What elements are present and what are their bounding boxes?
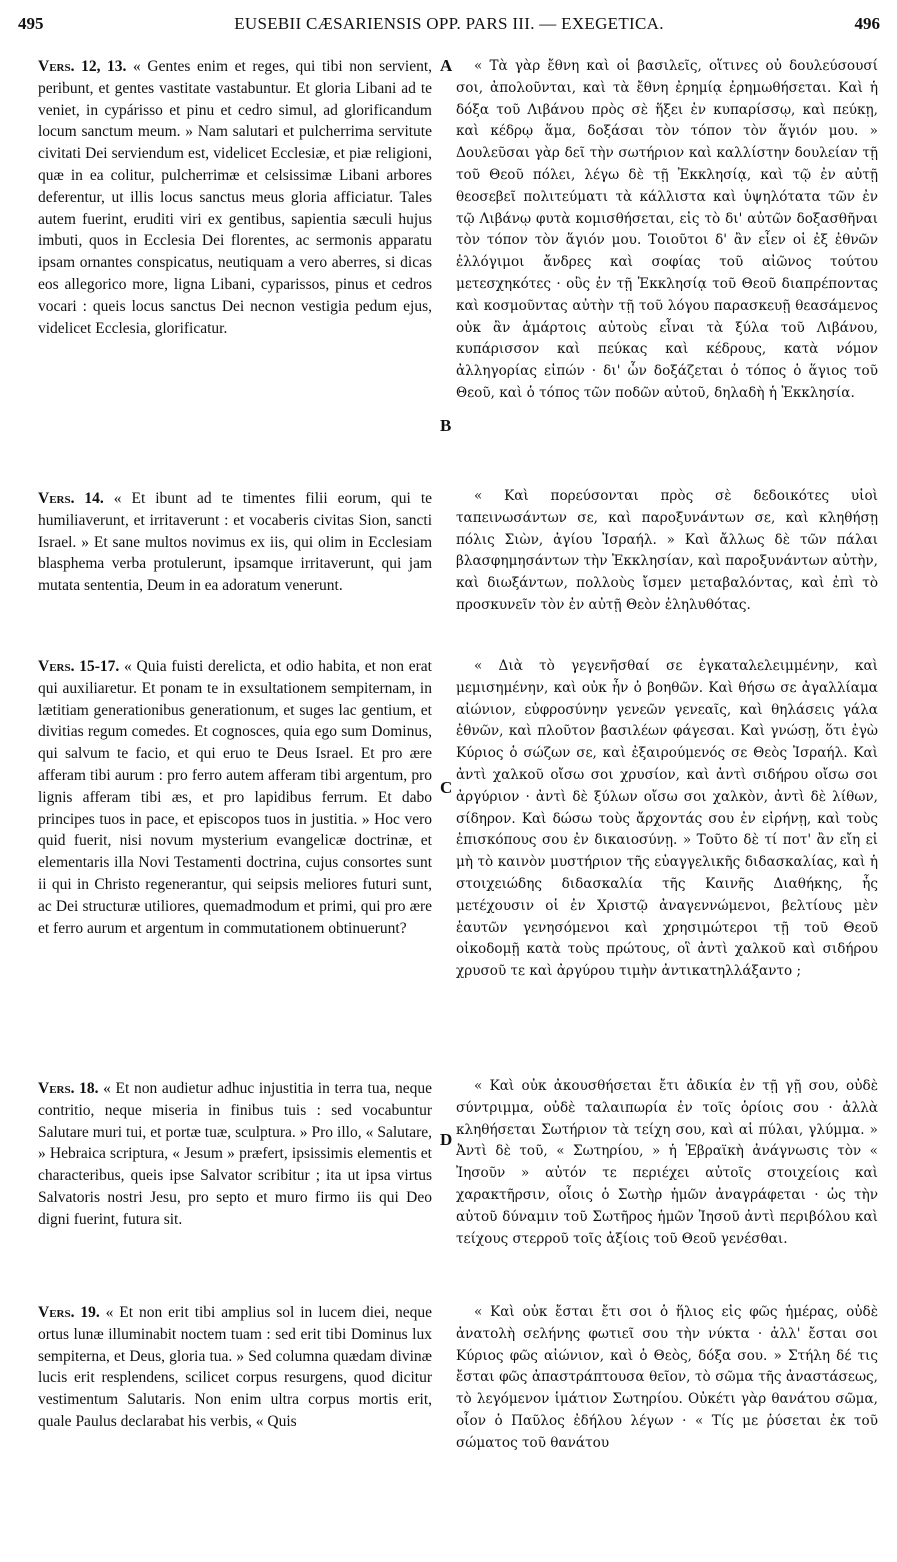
margin-letter-c: C <box>440 778 453 797</box>
page-number-left: 495 <box>18 14 44 33</box>
verse-label: Vers. 12, 13. <box>38 58 127 75</box>
latin-paragraph <box>38 1078 432 1231</box>
page-number-right: 496 <box>854 14 880 33</box>
greek-paragraph: « Διὰ τὸ γεγενῆσθαί σε ἐγκαταλελειμμένην, καὶ μεμισημένην, καὶ οὐκ ἦν ὁ βοηθῶν. Καὶ θήσω σε ἀγαλλίαμα αἰώνιον, εὐφροσύνην γενεῶν γενεαῖς, καὶ θηλάσεις γάλα ἐθνῶν, καὶ πλοῦτον βασιλέων φάγεσαι. Καὶ γνώσῃ, ὅτι ἐγὼ Κύριος ὁ σώζων σε, καὶ ἐξαιρούμενός σε Θεὸς Ἰσραήλ. Καὶ ἀντὶ χαλκοῦ οἴσω σοι χρυσίον, καὶ ἀντὶ σιδήρου οἴσω σοι ἀργύριον · ἀντὶ δὲ ξύλων οἴσω σοι χαλκὸν, ἀντὶ δὲ λίθων, σίδηρον. Καὶ δώσω τοὺς ἄρχοντάς σου ἐν εἰρήνῃ, καὶ τοὺς ἐπισκόπους σου ἐν δικαιοσύνῃ. » Τοῦτο δὲ τί ποτ' ἂν εἴη εἰ μὴ τὸ καινὸν μυστήριον τῆς εὐαγγελικῆς διδασκαλίας, καὶ ἡ στοιχειώδης διδασκαλία τῆς Καινῆς Διαθήκης, ἧς μετέχουσιν οἱ ἐν Χριστῷ ἀναγεννώμενοι, βελτίους μὲν ἑαυτῶν γενησόμενοι καὶ χρησιμώτεροι τῇ τοῦ Θεοῦ οἰκοδομῇ κατὰ τοὺς πρώτους, οἳ ἀντὶ χαλκοῦ καὶ σιδήρου χρυσοῦ τε καὶ ἀργύρου τιμὴν ἀντικατηλλάξαντο ; <box>456 658 878 980</box>
verse-label: Vers. 15-17. <box>38 658 120 675</box>
verse-label: Vers. 14. <box>38 490 104 507</box>
verse-label: Vers. 18. <box>38 1080 99 1097</box>
latin-text: « Et ibunt ad te timentes filii eorum, qui te humiliaverunt, et irritaverunt : et vocaberis civitas Sion, sancti Israel. » Et sane multos novimus ex iis, qui olim in Ecclesiam blasphema verba protulerunt, ipsamque irritaverunt, qui jam mutata sententia, Deum in ea adoratum venerunt. <box>38 490 433 595</box>
margin-letter-b: B <box>440 416 452 435</box>
latin-text: « Gentes enim et reges, qui tibi non servient, peribunt, et gentes vastitate vastabuntur. Et gloria Libani ad te veniet, in cypárisso et pinu et cedro simul, ad glorificandum locum sanctum meum. » Nam salutari et pulcherrima servitute civitati Dei serviendum est, videlicet Ecclesiæ, et piæ religioni, quæ in ea colitur, pulcherrimæ et celsissimæ Libani arbores deferentur, ut illis locus sanctus meus gloria afficiatur. Tales autem fuerint, eruditi viri ex gentibus, sapientia sæculi hujus imbuti, quos in Ecclesia Dei florentes, ac sermonis apparatu ipsam ornantes conspicatus, neutiquam a vero aberres, si dicas eos allegorico more, ligna Libani, cyparissos, pinus et cedros vocari : queis locus sanctus Dei necnon vestigia pedum ejus, videlicet Ecclesia, glorificatur. <box>38 58 433 337</box>
verse-label: Vers. 19. <box>38 1304 100 1321</box>
latin-text: « Et non audietur adhuc injustitia in terra tua, neque contritio, neque miseria in finibus tuis : sed vocabuntur Salutare muri tui, et portæ tuæ, sculptura. » Pro illo, « Salutare, » Hebraica scriptura, « Jesum » præfert, ipsissimis elementis et characteribus, queis ipse Salvator scribitur ; ita ut ipsa virtus Salvatoris nostri Jesu, pro septo et muro firmo iis qui Deo digni fuerint, futura sit. <box>38 1080 433 1228</box>
margin-letter-a: A <box>440 56 453 75</box>
margin-letter-d: D <box>440 1130 453 1149</box>
running-header <box>18 14 880 40</box>
greek-paragraph: « Καὶ πορεύσονται πρὸς σὲ δεδοικότες υἱοὶ ταπεινωσάντων σε, καὶ παροξυνάντων σε, καὶ κληθήσῃ πόλις Σιὼν, ἁγίου Ἰσραήλ. » Καὶ ἄλλως δὲ τῶν πάλαι βλασφημησάντων τὴν Ἐκκλησίαν, καὶ παροξυνάντων αὐτὴν, καὶ διωξάντων, πολλοὺς ἴσμεν μεταβαλόντας, καὶ ἐπὶ τὸ προσκυνεῖν τὸν ἐν αὐτῇ Θεὸν ἐληλυθότας. <box>456 488 878 613</box>
greek-paragraph: « Καὶ οὐκ ἔσται ἔτι σοι ὁ ἥλιος εἰς φῶς ἡμέρας, οὐδὲ ἀνατολὴ σελήνης φωτιεῖ σου τὴν νύκτα · ἀλλ' ἔσται σοι Κύριος φῶς αἰώνιον, καὶ ὁ Θεὸς, δόξα σου. » Στήλη δέ τις ἔσται φῶς ἀπαστράπτουσα θεῖον, τὸ σῶμα τῆς ἀναστάσεως, τὸ λεγόμενον ἱμάτιον Σωτηρίου. Οὐκέτι γὰρ θανάτου σῶμα, οἷον ὁ Παῦλος ἐδήλου λέγων · « Τίς με ῥύσεται ἐκ τοῦ σώματος τοῦ θανάτου <box>456 1304 878 1451</box>
latin-paragraph <box>38 488 432 597</box>
latin-text: « Et non erit tibi amplius sol in lucem diei, neque ortus lunæ illuminabit noctem tuam : sed erit tibi Dominus lux sempiterna, et Deus, gloria tua. » Sed columna quædam divinæ lucis erit resplendens, scilicet corpus resurgens, quod dicitur vestimentum Salutaris. Non enim ultra corpus mortis erit, quale Paulus declarabat his verbis, « Quis <box>38 1304 433 1430</box>
running-title: EUSEBII CÆSARIENSIS OPP. PARS III. — EXEGETICA. <box>234 14 664 33</box>
latin-paragraph <box>38 1302 432 1433</box>
greek-paragraph: « Καὶ οὐκ ἀκουσθήσεται ἔτι ἀδικία ἐν τῇ γῇ σου, οὐδὲ σύντριμμα, οὐδὲ ταλαιπωρία ἐν τοῖς ὁρίοις σου · ἀλλὰ κληθήσεται Σωτήριον τὰ τείχη σου, καὶ αἱ πύλαι, γλύμμα. » Ἀντὶ δὲ τοῦ, « Σωτηρίου, » ἡ Ἑβραϊκὴ ἀνάγνωσις τὸν « Ἰησοῦν » αὐτόν τε περιέχει αὐτοῖς στοιχείοις καὶ χαρακτῆρσιν, οἷοις ὁ Σωτὴρ ἡμῶν ἀναγράφεται · ὡς τὴν αὐτοῦ δύναμιν τοῦ Σωτῆρος ἡμῶν Ἰησοῦ ἀντὶ περιβόλου καὶ τείχους στερροῦ τοῖς ἀξίοις τοῦ Θεοῦ γενέσθαι. <box>456 1078 878 1247</box>
latin-text: « Quia fuisti derelicta, et odio habita, et non erat qui auxiliaretur. Et ponam te in exsultationem sempiternam, in lætitiam generationibus generationum, et suges lac gentium, et divitias regum comedes. Et cognosces, quia ego sum Dominus, qui salvum te facio, et qui eruo te Deus Israel. Et pro ære afferam tibi aurum : pro ferro autem afferam tibi argentum, pro lignis afferam tibi æs, et pro lapidibus ferrum. Et dabo principes tuos in pace, et episcopos tuos in justitia. » Hoc vero quid fuerit, nisi novum mysterium evangelicæ doctrinæ, et elementaris illa Novi Testamenti doctrina, cujus consortes sunt ii qui in Christo regenerantur, qui seipsis meliores futuri sunt, ac Dei structuræ utiliores, quemadmodum et primi, qui pro ære et ferro aurum et argentum in commutationem obtinuerunt? <box>38 658 432 937</box>
latin-paragraph <box>38 656 432 939</box>
latin-paragraph <box>38 56 432 339</box>
greek-paragraph: « Τὰ γὰρ ἔθνη καὶ οἱ βασιλεῖς, οἵτινες οὐ δουλεύσουσί σοι, ἀπολοῦνται, καὶ τὰ ἔθνη ἐρημίᾳ ἐρημωθήσεται. Καὶ ἡ δόξα τοῦ Λιβάνου πρὸς σὲ ἥξει ἐν κυπαρίσσῳ, καὶ πεύκῃ, καὶ κέδρῳ ἅμα, δοξάσαι τὸν τόπον τὸν ἅγιόν μου. » Δουλεῦσαι γὰρ δεῖ τὴν σωτήριον καὶ καλλίστην δουλείαν τῇ τοῦ Θεοῦ πόλει, λέγω δὲ τῇ Ἐκκλησίᾳ, καὶ τῷ ἐν αὐτῇ θεοσεβεῖ πολιτεύματι τὰ κάλλιστα καὶ ὑψηλότατα τῶν ἐν τῷ Λιβάνῳ φυτὰ κομισθήσεται, εἰς τὸ δι' αὐτῶν δοξασθῆναι τὸν τόπον τὸν ἅγιόν μου. Τοιοῦτοι δ' ἂν εἶεν οἱ ἐξ ἐθνῶν ἐλλόγιμοι ἄνδρες καὶ σοφίας τοῦ αἰῶνος τούτου μετεσχηκότες · οὓς ἐν τῇ Ἐκκλησίᾳ τοῦ Θεοῦ διαπρέποντας καὶ κοσμοῦντας αὐτὴν τῇ τοῦ λόγου παρασκευῇ θεασάμενος οὐκ ἂν ἁμάρτοις αὐτοὺς εἶναι τὰ ξύλα τοῦ Λιβάνου, κυπάρισσον καὶ πεύκας καὶ κέδρους, κατὰ νόμον ἀλληγορίας εἰπών · δι' ὧν δοξάζεται ὁ τόπος ὁ ἅγιος τοῦ Θεοῦ, καὶ ὁ τόπος τῶν ποδῶν αὐτοῦ, δηλαδὴ ἡ Ἐκκλησία. <box>456 58 878 401</box>
